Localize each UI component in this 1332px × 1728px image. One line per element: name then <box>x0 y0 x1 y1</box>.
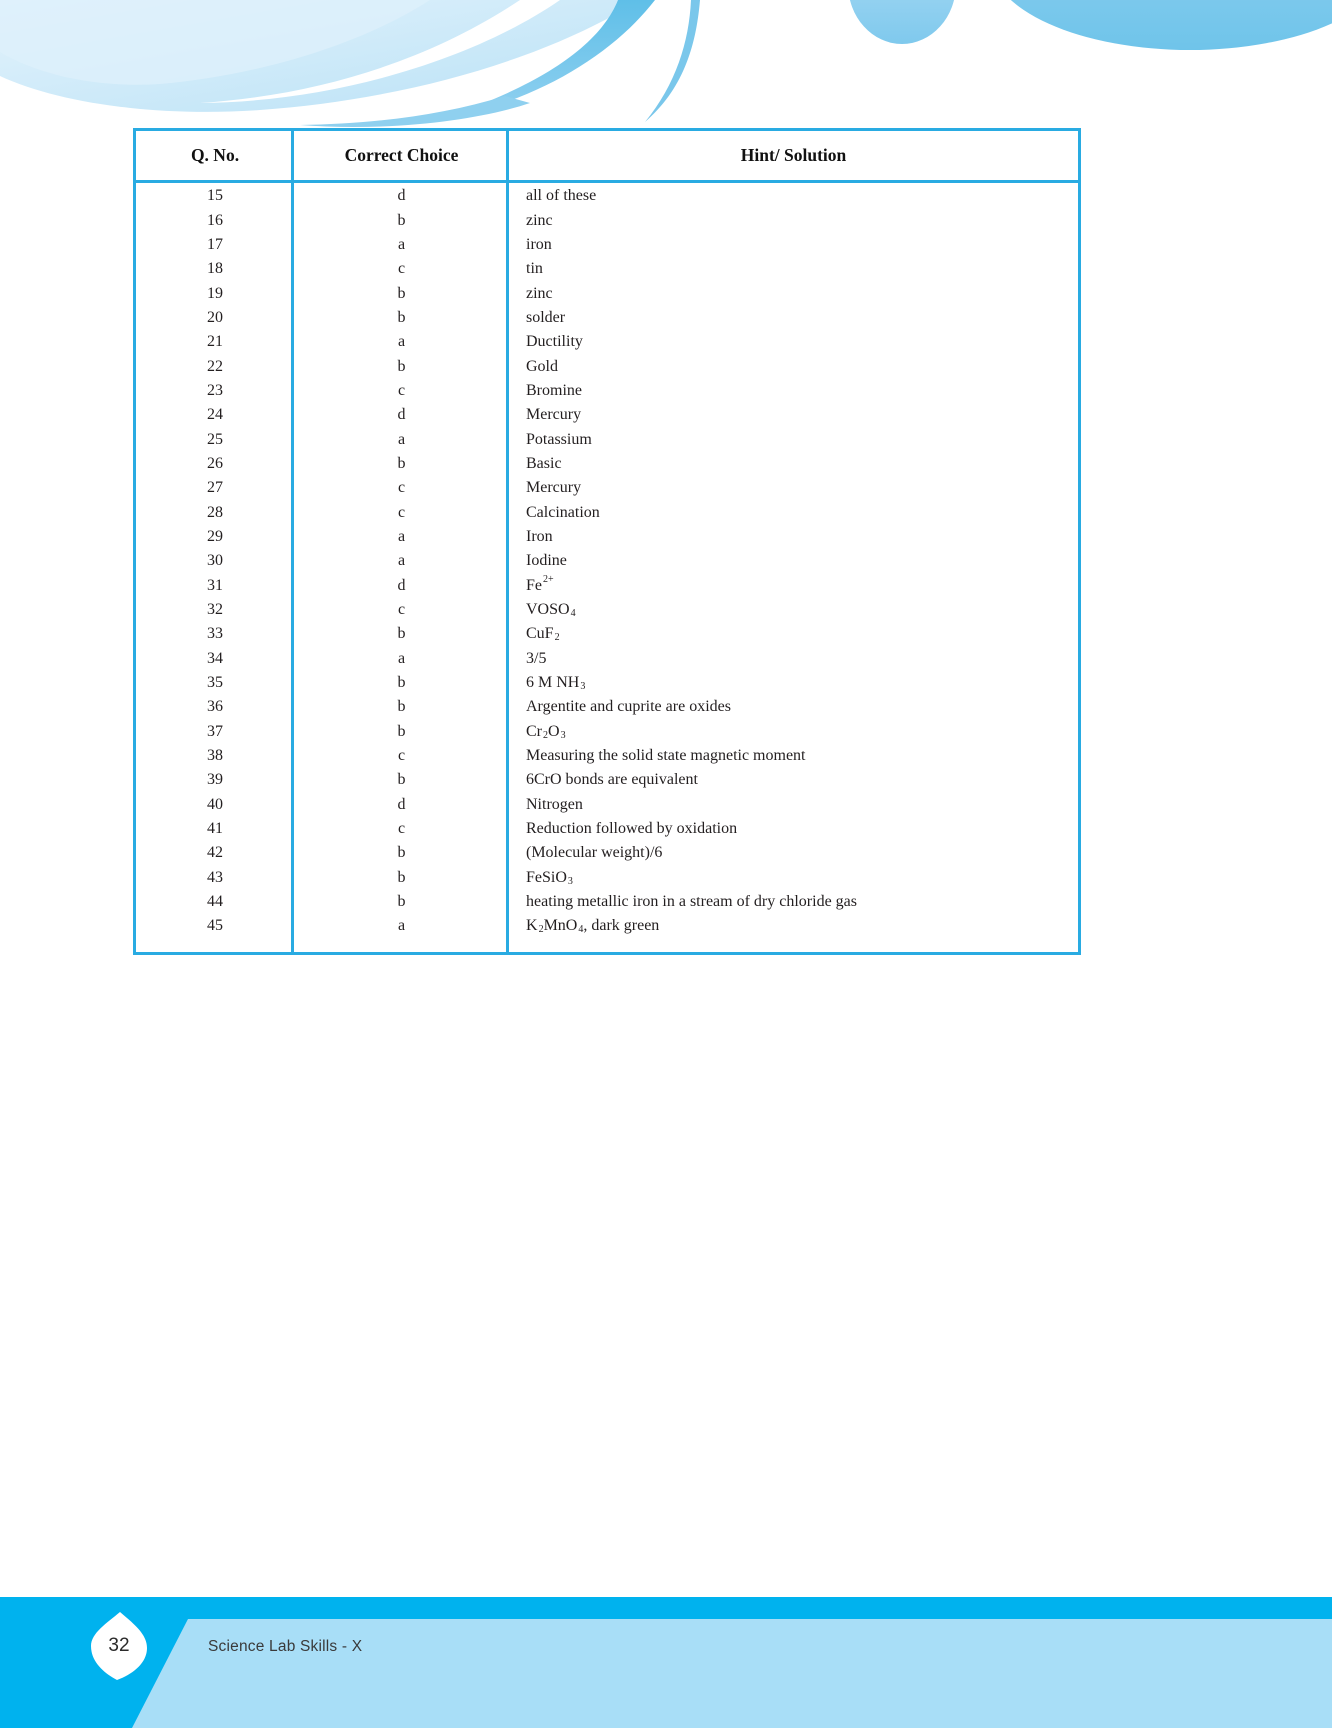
qno-cell: 15 <box>207 187 223 205</box>
qno-cell: 16 <box>207 211 223 229</box>
choice-cell: b <box>397 868 406 886</box>
table-row <box>136 720 1078 744</box>
qno-cell: 26 <box>207 454 223 472</box>
qno-cell: 19 <box>207 284 223 302</box>
hint-cell: heating metallic iron in a stream of dry chloride gas <box>526 893 857 911</box>
choice-cell: c <box>397 260 406 278</box>
table-body <box>136 183 1078 939</box>
table-row <box>136 695 1078 719</box>
table-row <box>136 184 1078 208</box>
hint-cell: solder <box>526 308 566 326</box>
qno-cell: 22 <box>207 357 223 375</box>
hint-cell: VOSO $_4$ <box>526 601 576 620</box>
table-row <box>136 598 1078 622</box>
table-row <box>136 768 1078 792</box>
choice-cell: a <box>397 235 406 253</box>
qno-cell: 44 <box>207 893 223 911</box>
qno-cell: 38 <box>207 747 223 765</box>
qno-cell: 31 <box>207 576 223 594</box>
hint-cell: Basic <box>526 454 562 472</box>
table-row <box>136 354 1078 378</box>
table-row <box>136 208 1078 232</box>
choice-cell: b <box>397 308 406 326</box>
qno-cell: 41 <box>207 820 223 838</box>
hint-cell: Fe $^{2+}$ <box>526 573 554 594</box>
choice-cell: c <box>397 381 406 399</box>
choice-cell: c <box>397 479 406 497</box>
choice-cell: d <box>397 576 406 594</box>
hint-cell: tin <box>526 260 543 278</box>
qno-cell: 24 <box>207 406 223 424</box>
table-row <box>136 549 1078 573</box>
table-row <box>136 914 1078 938</box>
hint-cell: (Molecular weight)/6 <box>526 844 663 862</box>
qno-cell: 20 <box>207 308 223 326</box>
qno-cell: 21 <box>207 333 223 351</box>
hint-cell: Mercury <box>526 406 582 424</box>
choice-cell: b <box>397 771 406 789</box>
choice-cell: d <box>397 795 406 813</box>
hint-cell: Cr $_2$ O $_3$ <box>526 722 566 741</box>
qno-cell: 45 <box>207 917 223 935</box>
table-row <box>136 525 1078 549</box>
hint-cell: Measuring the solid state magnetic moment <box>526 747 806 765</box>
hint-cell: 6CrO bonds are equivalent <box>526 771 698 789</box>
table-row <box>136 647 1078 671</box>
choice-cell: d <box>397 187 406 205</box>
choice-cell: a <box>397 552 406 570</box>
table-row <box>136 403 1078 427</box>
swoosh-stem <box>645 0 700 122</box>
qno-cell: 39 <box>207 771 223 789</box>
column-divider-1 <box>291 131 294 952</box>
choice-cell: b <box>397 844 406 862</box>
column-divider-2 <box>506 131 509 952</box>
choice-cell: b <box>397 211 406 229</box>
table-row <box>136 330 1078 354</box>
choice-cell: b <box>397 722 406 740</box>
choice-cell: b <box>397 357 406 375</box>
qno-cell: 40 <box>207 795 223 813</box>
hint-cell: Argentite and cuprite are oxides <box>526 698 731 716</box>
qno-cell: 42 <box>207 844 223 862</box>
hint-cell: Gold <box>526 357 558 375</box>
hint-cell: all of these <box>526 187 597 205</box>
hint-cell: Calcination <box>526 503 600 521</box>
table-row <box>136 281 1078 305</box>
qno-cell: 36 <box>207 698 223 716</box>
table-row <box>136 574 1078 598</box>
header-swoosh-decoration <box>0 0 1332 140</box>
hint-cell: Iodine <box>526 552 567 570</box>
choice-cell: c <box>397 747 406 765</box>
hint-cell: 6 M NH $_3$ <box>526 674 586 693</box>
hint-cell: Iron <box>526 527 553 545</box>
choice-cell: b <box>397 893 406 911</box>
answer-key-table <box>133 128 1081 955</box>
choice-cell: a <box>397 527 406 545</box>
table-row <box>136 841 1078 865</box>
column-header-qno: Q. No. <box>190 145 240 165</box>
page-number-badge <box>87 1612 151 1680</box>
qno-cell: 33 <box>207 625 223 643</box>
hint-cell: Ductility <box>526 333 583 351</box>
table-row <box>136 866 1078 890</box>
qno-cell: 23 <box>207 381 223 399</box>
column-header-hint-solution: Hint/ Solution <box>740 145 847 165</box>
choice-cell: a <box>397 430 406 448</box>
hint-cell: Mercury <box>526 479 582 497</box>
column-header-correct-choice: Correct Choice <box>344 145 459 165</box>
hint-cell: 3/5 <box>526 649 547 667</box>
choice-cell: b <box>397 625 406 643</box>
table-row <box>136 257 1078 281</box>
qno-cell: 34 <box>207 649 223 667</box>
table-row <box>136 622 1078 646</box>
table-row <box>136 500 1078 524</box>
book-title: Science Lab Skills - X <box>208 1638 363 1655</box>
footer-panel <box>0 1619 1332 1728</box>
choice-cell: b <box>397 284 406 302</box>
hint-cell: FeSiO $_3$ <box>526 868 573 887</box>
hint-cell: Bromine <box>526 381 582 399</box>
choice-cell: c <box>397 503 406 521</box>
table-row <box>136 379 1078 403</box>
table-row <box>136 793 1078 817</box>
hint-cell: K $_2$ MnO $_4$ , dark green <box>526 917 660 936</box>
choice-cell: a <box>397 333 406 351</box>
petal-middle <box>848 0 956 44</box>
qno-cell: 17 <box>207 235 223 253</box>
table-row <box>136 427 1078 451</box>
qno-cell: 28 <box>207 503 223 521</box>
table-row <box>136 452 1078 476</box>
choice-cell: a <box>397 917 406 935</box>
hint-cell: zinc <box>526 284 553 302</box>
choice-cell: c <box>397 601 406 619</box>
page-number: 32 <box>108 1635 130 1656</box>
hint-cell: Reduction followed by oxidation <box>526 820 738 838</box>
choice-cell: a <box>397 649 406 667</box>
table-row <box>136 744 1078 768</box>
table-row <box>136 817 1078 841</box>
hint-cell: zinc <box>526 211 553 229</box>
table-row <box>136 306 1078 330</box>
qno-cell: 29 <box>207 527 223 545</box>
qno-cell: 43 <box>207 868 223 886</box>
qno-cell: 27 <box>207 479 223 497</box>
table-header-row <box>136 131 1078 183</box>
choice-cell: b <box>397 454 406 472</box>
hint-cell: iron <box>526 235 552 253</box>
choice-cell: b <box>397 698 406 716</box>
choice-cell: c <box>397 820 406 838</box>
hint-cell: Potassium <box>526 430 592 448</box>
table-row <box>136 233 1078 257</box>
choice-cell: d <box>397 406 406 424</box>
choice-cell: b <box>397 674 406 692</box>
table-row <box>136 476 1078 500</box>
table-row <box>136 890 1078 914</box>
qno-cell: 32 <box>207 601 223 619</box>
hint-cell: CuF $_2$ <box>526 625 560 644</box>
qno-cell: 30 <box>207 552 223 570</box>
qno-cell: 37 <box>207 722 223 740</box>
qno-cell: 25 <box>207 430 223 448</box>
blob-right <box>990 0 1332 50</box>
qno-cell: 35 <box>207 674 223 692</box>
qno-cell: 18 <box>207 260 223 278</box>
hint-cell: Nitrogen <box>526 795 583 813</box>
table-row <box>136 671 1078 695</box>
